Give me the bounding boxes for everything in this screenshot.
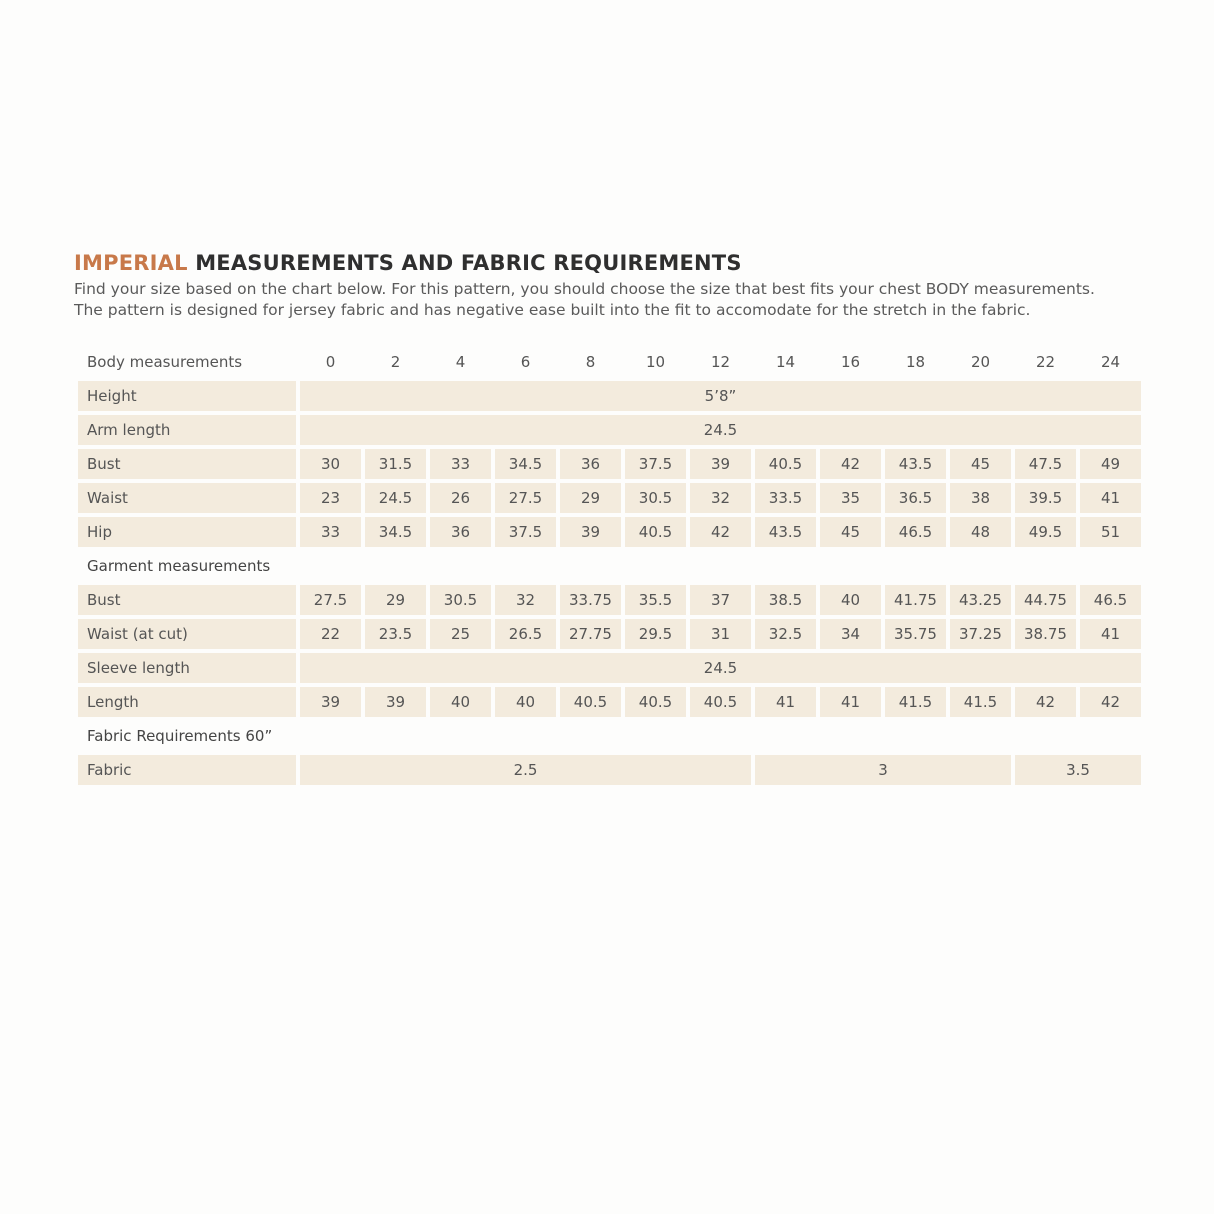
- table-cell: 41: [1080, 483, 1141, 513]
- table-cell: 42: [820, 449, 881, 479]
- table-cell: 27.75: [560, 619, 621, 649]
- row-label: Waist: [78, 483, 296, 513]
- table-cell-merged: 24.5: [300, 415, 1141, 445]
- size-header: 2: [390, 353, 401, 371]
- size-header: 24: [1100, 353, 1121, 371]
- title-accent: IMPERIAL: [74, 251, 188, 275]
- row-label: Height: [78, 381, 296, 411]
- size-chart-table: [74, 343, 1145, 789]
- table-cell-merged: 24.5: [300, 653, 1141, 683]
- table-cell: 49.5: [1015, 517, 1076, 547]
- table-cell: 29: [365, 585, 426, 615]
- table-cell: 39: [365, 687, 426, 717]
- fabric-requirements-header-row: [78, 721, 1141, 751]
- table-cell: 40.5: [560, 687, 621, 717]
- table-row: [78, 755, 1141, 785]
- row-label: Sleeve length: [78, 653, 296, 683]
- table-row: [78, 687, 1141, 717]
- table-cell: 24.5: [365, 483, 426, 513]
- table-cell: 33: [300, 517, 361, 547]
- garment-measurements-header-row: [78, 551, 1141, 581]
- table-cell: 32: [690, 483, 751, 513]
- table-row: [78, 449, 1141, 479]
- row-label: Fabric: [78, 755, 296, 785]
- table-cell: 40: [820, 585, 881, 615]
- table-cell: 43.5: [885, 449, 946, 479]
- table-row: [78, 517, 1141, 547]
- table-cell: 42: [690, 517, 751, 547]
- fabric-cell: 3: [755, 755, 1011, 785]
- size-header: 0: [325, 353, 336, 371]
- table-cell: 35.75: [885, 619, 946, 649]
- table-cell: 38.75: [1015, 619, 1076, 649]
- table-cell: 35: [820, 483, 881, 513]
- table-cell: 40.5: [625, 687, 686, 717]
- table-row: [78, 415, 1141, 445]
- table-cell: 36: [430, 517, 491, 547]
- table-cell: 22: [300, 619, 361, 649]
- row-label: Length: [78, 687, 296, 717]
- section-spacer: [300, 721, 1141, 751]
- body-measurements-header: Body measurements: [87, 353, 243, 371]
- table-cell: 41.5: [885, 687, 946, 717]
- section-spacer: [300, 551, 1141, 581]
- table-cell: 40.5: [690, 687, 751, 717]
- table-cell: 37.5: [625, 449, 686, 479]
- table-cell: 34.5: [495, 449, 556, 479]
- table-cell: 41.5: [950, 687, 1011, 717]
- table-cell: 33: [430, 449, 491, 479]
- body-measurements-header-row: [78, 347, 1141, 377]
- table-cell: 33.75: [560, 585, 621, 615]
- table-cell: 40.5: [755, 449, 816, 479]
- table-cell: 30.5: [430, 585, 491, 615]
- table-cell: 31: [690, 619, 751, 649]
- table-cell: 51: [1080, 517, 1141, 547]
- table-row: [78, 381, 1141, 411]
- table-cell: 34: [820, 619, 881, 649]
- table-cell: 27.5: [495, 483, 556, 513]
- table-cell: 42: [1015, 687, 1076, 717]
- table-row: [78, 483, 1141, 513]
- row-label: Bust: [78, 449, 296, 479]
- intro-text: [74, 279, 1154, 321]
- table-cell: 43.25: [950, 585, 1011, 615]
- table-cell: 36: [560, 449, 621, 479]
- table-cell: 42: [1080, 687, 1141, 717]
- size-header: 20: [970, 353, 991, 371]
- size-header: 16: [840, 353, 861, 371]
- table-cell: 46.5: [1080, 585, 1141, 615]
- size-header: 18: [905, 353, 926, 371]
- table-cell: 46.5: [885, 517, 946, 547]
- page-title: [74, 251, 742, 275]
- table-cell: 29.5: [625, 619, 686, 649]
- table-cell: 41.75: [885, 585, 946, 615]
- table-cell: 32.5: [755, 619, 816, 649]
- table-cell: 37: [690, 585, 751, 615]
- table-cell: 23.5: [365, 619, 426, 649]
- table-cell: 32: [495, 585, 556, 615]
- table-cell: 34.5: [365, 517, 426, 547]
- fabric-requirements-header: Fabric Requirements 60”: [87, 727, 273, 745]
- table-cell: 38: [950, 483, 1011, 513]
- table-cell: 30.5: [625, 483, 686, 513]
- table-cell: 40: [495, 687, 556, 717]
- table-cell: 29: [560, 483, 621, 513]
- table-cell: 41: [1080, 619, 1141, 649]
- table-cell: 37.5: [495, 517, 556, 547]
- size-header: 14: [775, 353, 796, 371]
- row-label: Bust: [78, 585, 296, 615]
- intro-line-1: Find your size based on the chart below. For this pattern, you should choose the size that best fits your chest BODY measurements.: [74, 280, 1095, 298]
- size-header: 10: [645, 353, 666, 371]
- table-cell: 45: [820, 517, 881, 547]
- fabric-cell: 2.5: [300, 755, 751, 785]
- table-cell: 35.5: [625, 585, 686, 615]
- table-cell: 44.75: [1015, 585, 1076, 615]
- table-cell: 27.5: [300, 585, 361, 615]
- table-cell: 37.25: [950, 619, 1011, 649]
- table-cell: 49: [1080, 449, 1141, 479]
- row-label: Waist (at cut): [78, 619, 296, 649]
- table-cell: 23: [300, 483, 361, 513]
- table-cell: 30: [300, 449, 361, 479]
- size-header: 6: [520, 353, 531, 371]
- table-cell: 39: [690, 449, 751, 479]
- table-row: [78, 653, 1141, 683]
- table-cell: 33.5: [755, 483, 816, 513]
- size-header: 4: [455, 353, 466, 371]
- table-cell: 39.5: [1015, 483, 1076, 513]
- table-cell: 25: [430, 619, 491, 649]
- table-cell-merged: 5’8”: [300, 381, 1141, 411]
- table-cell: 36.5: [885, 483, 946, 513]
- table-cell: 26.5: [495, 619, 556, 649]
- table-cell: 26: [430, 483, 491, 513]
- table-cell: 45: [950, 449, 1011, 479]
- row-label: Arm length: [78, 415, 296, 445]
- table-row: [78, 619, 1141, 649]
- size-header: 12: [710, 353, 731, 371]
- table-cell: 47.5: [1015, 449, 1076, 479]
- size-header: 8: [585, 353, 596, 371]
- table-cell: 31.5: [365, 449, 426, 479]
- table-cell: 39: [560, 517, 621, 547]
- row-label: Hip: [78, 517, 296, 547]
- table-cell: 43.5: [755, 517, 816, 547]
- table-row: [78, 585, 1141, 615]
- table-cell: 39: [300, 687, 361, 717]
- table-cell: 41: [755, 687, 816, 717]
- size-header: 22: [1035, 353, 1056, 371]
- fabric-cell: 3.5: [1015, 755, 1141, 785]
- table-cell: 38.5: [755, 585, 816, 615]
- table-cell: 40.5: [625, 517, 686, 547]
- intro-line-2: The pattern is designed for jersey fabric and has negative ease built into the fit to accomodate for the stretch in the fabric.: [74, 301, 1031, 319]
- garment-measurements-header: Garment measurements: [87, 557, 271, 575]
- table-cell: 48: [950, 517, 1011, 547]
- title-rest: MEASUREMENTS AND FABRIC REQUIREMENTS: [195, 251, 742, 275]
- table-cell: 41: [820, 687, 881, 717]
- table-cell: 40: [430, 687, 491, 717]
